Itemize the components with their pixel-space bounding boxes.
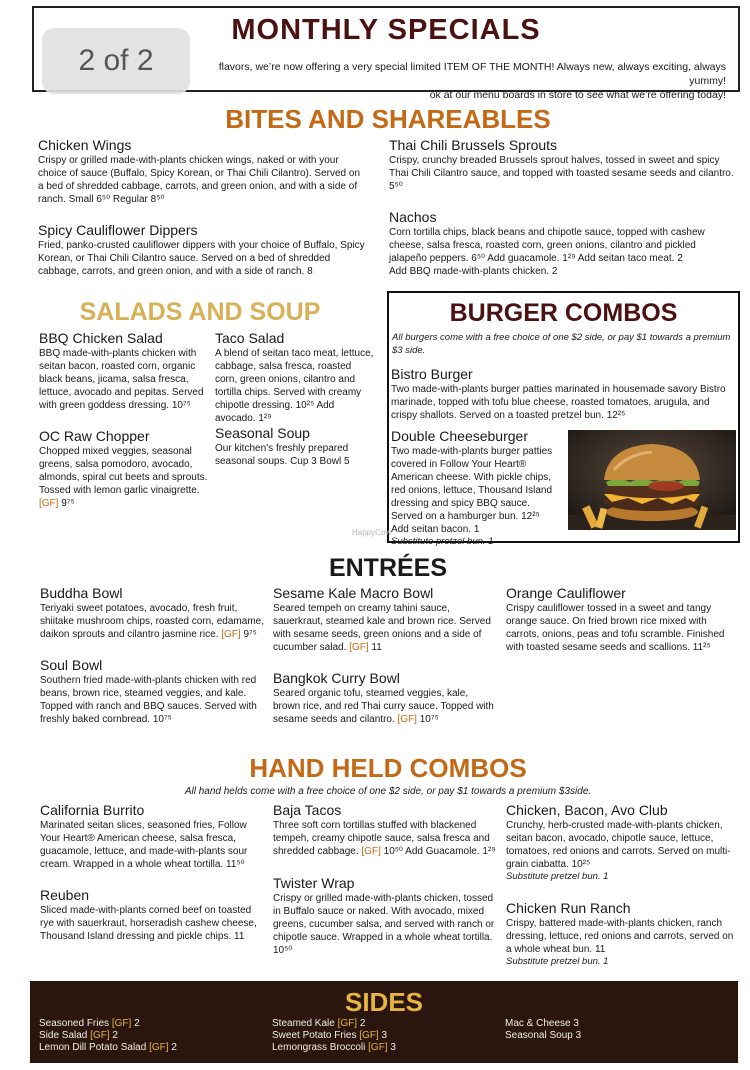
- item-desc: Crispy or grilled made-with-plants chicken, tossed in Buffalo sauce or naked. With avocado, mixed greens, cucumber salsa, and served with ranch or chipotle sauce. Wrapped in a whole wheat tortilla. 10⁵⁰: [273, 893, 495, 956]
- item-price: 10²⁵: [295, 400, 315, 411]
- item-name: Chicken Wings: [38, 137, 132, 153]
- burger-combos-note: All burgers come with a free choice of one $2 side, or pay $1 towards a premium $3 side.: [392, 332, 731, 356]
- item-price: 9⁷⁵: [61, 498, 75, 509]
- side-item: Side Salad [GF] 2: [39, 1030, 118, 1041]
- menu-item-buddha-bowl: [40, 585, 265, 641]
- item-desc: BBQ made-with-plants chicken with seitan bacon, roasted corn, organic black beans, jicama, salsa fresca, lettuce, avocado and pepitas. Served with green goddess dressing. 10⁷⁵: [39, 348, 204, 411]
- menu-item-oc-raw-chopper: [39, 428, 209, 510]
- menu-item-reuben: [40, 887, 266, 943]
- item-price: Cup 3 Bowl 5: [290, 456, 350, 467]
- item-note: Substitute pretzel bun. 1: [391, 536, 494, 547]
- side-item: Steamed Kale [GF] 2: [272, 1018, 366, 1029]
- menu-item-orange-cauliflower: [506, 585, 736, 654]
- item-extra: Add seitan taco meat. 2: [577, 253, 683, 264]
- gf-badge: [GF]: [221, 629, 241, 640]
- watermark: HappyCow: [352, 528, 392, 537]
- item-name: Sesame Kale Macro Bowl: [273, 585, 434, 601]
- page-indicator: 2 of 2: [42, 28, 190, 94]
- item-note: Substitute pretzel bun. 1: [506, 956, 609, 967]
- item-desc: Crispy, battered made-with-plants chicken, ranch dressing, lettuce, red onions and carrots, served on a whole wheat bun. 11: [506, 918, 734, 955]
- item-price: Small 6⁵⁰ Regular 8⁵⁰: [68, 194, 165, 205]
- gf-badge: [GF]: [397, 714, 417, 725]
- item-desc: Our kitchen’s freshly prepared seasonal soups. Cup 3 Bowl 5: [215, 443, 350, 467]
- menu-item-california-burrito: [40, 802, 266, 871]
- side-item: Lemon Dill Potato Salad [GF] 2: [39, 1042, 177, 1053]
- item-name: OC Raw Chopper: [39, 428, 150, 444]
- item-desc: Fried, panko-crusted cauliflower dippers with your choice of Buffalo, Spicy Korean, or Thai Chili Cilantro sauce. Served on a bed of shredded cabbage, carrots, and green onion, and with a side of ranch. 8: [38, 240, 365, 277]
- item-price: 11⁵⁰: [226, 859, 245, 870]
- item-name: BBQ Chicken Salad: [39, 330, 163, 346]
- item-desc: Chopped mixed veggies, seasonal greens, salsa pomodoro, avocado, almonds, spiral cut beets and sprouts. Tossed with lemon garlic vinaigrette. [GF] 9⁷⁵: [39, 446, 208, 509]
- item-desc: Crispy cauliflower tossed in a sweet and tangy orange sauce. On fried brown rice mixed with carrots, onions, peas and tofu scramble. Finished with toasted sesame seeds and scallions. 11²⁵: [506, 603, 725, 653]
- item-desc: Sliced made-with-plants corned beef on toasted rye with sauerkraut, horseradish cashew cheese, Thousand Island dressing and pickle chips. 11: [40, 905, 257, 942]
- item-price: 11²⁵: [692, 642, 711, 653]
- menu-item-bistro-burger: [391, 366, 733, 422]
- item-name: California Burrito: [40, 802, 145, 818]
- gf-badge: [GF]: [349, 642, 369, 653]
- item-extra: Add Guacamole. 1²⁹: [405, 846, 496, 857]
- item-price: 10⁵⁰: [273, 945, 293, 956]
- item-price: 9⁷⁵: [243, 629, 257, 640]
- item-name: Taco Salad: [215, 330, 285, 346]
- item-name: Bangkok Curry Bowl: [273, 670, 400, 686]
- item-price: 10⁵⁰: [383, 846, 403, 857]
- gf-badge: [GF]: [39, 498, 59, 509]
- item-price: 11: [594, 944, 606, 955]
- item-price: 6⁵⁰: [471, 253, 486, 264]
- item-desc: Two made-with-plants burger patties marinated in housemade savory Bistro marinade, topped with tofu blue cheese, roasted tomatoes, arugula, and crispy shallots. Served on a toasted pretzel bun. 12²⁵: [391, 384, 726, 421]
- menu-item-nachos: [389, 209, 734, 278]
- side-item: Seasonal Soup 3: [505, 1030, 582, 1041]
- item-extra: Add avocado. 1²⁹: [215, 400, 335, 424]
- bites-title: BITES AND SHAREABLES: [225, 104, 551, 134]
- item-name: Twister Wrap: [273, 875, 355, 891]
- item-desc: Marinated seitan slices, seasoned fries, Follow Your Heart® American cheese, salsa fresca, guacamole, lettuce, and made-with-plants sour cream. Wrapped in a whole wheat tortilla. 11⁵⁰: [40, 820, 248, 870]
- item-desc: Seared tempeh on creamy tahini sauce, sauerkraut, steamed kale and brown rice. Served with sesame seeds, green onions and a side of cucumber salad. [GF] 11: [273, 603, 491, 653]
- monthly-specials-title: MONTHLY SPECIALS: [231, 14, 541, 46]
- item-desc: Three soft corn tortillas stuffed with blackened tempeh, creamy chipotle sauce, salsa fresca and shredded cabbage. [GF] 10⁵⁰ Add Guacamole. 1²⁹: [273, 820, 496, 857]
- item-desc: Southern fried made-with-plants chicken with red beans, brown rice, steamed veggies, and kale. Topped with ranch and BBQ sauces. Served with freshly baked cornbread. 10⁷⁵: [40, 675, 257, 725]
- item-name: Double Cheeseburger: [391, 428, 528, 444]
- menu-item-baja-tacos: [273, 802, 499, 858]
- item-name: Seasonal Soup: [215, 425, 310, 441]
- item-price: 11: [371, 642, 382, 653]
- item-desc: A blend of seitan taco meat, lettuce, cabbage, salsa fresca, roasted corn, green onions, cilantro and tortilla chips. Served with creamy chipotle dressing. 10²⁵ Add avocado. 1²⁹: [215, 348, 374, 424]
- side-item: Sweet Potato Fries [GF] 3: [272, 1030, 388, 1041]
- menu-item-sesame-kale-macro-bowl: [273, 585, 498, 654]
- menu-item-spicy-cauliflower-dippers: [38, 222, 368, 278]
- burger-combos-title: BURGER COMBOS: [449, 299, 678, 327]
- menu-item-seasonal-soup: [215, 425, 375, 468]
- item-desc: Crispy, crunchy breaded Brussels sprout halves, tossed in sweet and spicy Thai Chili Cilantro sauce, and topped with toasted sesame seeds and cilantro. 5⁵⁰: [389, 155, 734, 192]
- hand-held-note: All hand helds come with a free choice of one $2 side, or pay $1 towards a premium $3side.: [184, 786, 592, 797]
- menu-item-bbq-chicken-salad: [39, 330, 209, 412]
- item-desc: Seared organic tofu, steamed veggies, kale, brown rice, and red Thai curry sauce. Topped with sesame seeds and cilantro. [GF] 10⁷⁵: [273, 688, 494, 725]
- sides-title: SIDES: [344, 987, 424, 1017]
- side-item: Lemongrass Broccoli [GF] 3: [272, 1042, 396, 1053]
- menu-item-chicken-run-ranch: [506, 900, 736, 968]
- item-price: 10⁷⁵: [419, 714, 439, 725]
- salads-title: SALADS AND SOUP: [79, 298, 321, 326]
- item-extra: Add seitan bacon. 1: [391, 524, 480, 535]
- monthly-specials-text: [192, 60, 726, 102]
- item-extra: Add BBQ made-with-plants chicken. 2: [389, 266, 558, 277]
- item-note: Substitute pretzel bun. 1: [506, 871, 609, 882]
- sides-column-3: [505, 1018, 581, 1042]
- menu-item-twister-wrap: [273, 875, 499, 957]
- item-name: Chicken Run Ranch: [506, 900, 631, 916]
- hand-held-title: HAND HELD COMBOS: [249, 753, 527, 783]
- menu-item-chicken-bacon-avo-club: [506, 802, 736, 883]
- item-desc: Crispy or grilled made-with-plants chicken wings, naked or with your choice of sauce (Buffalo, Spicy Korean, or Thai Chili Cilantro). Served on a bed of shredded cabbage, carrots, and green onion, and with a side of ranch. Small 6⁵⁰ Regular 8⁵⁰: [38, 155, 361, 205]
- menu-item-thai-chili-brussels-sprouts: [389, 137, 734, 193]
- item-price: 5⁵⁰: [389, 181, 403, 192]
- monthly-line-1: flavors, we’re now offering a very special limited ITEM OF THE MONTH! Always new, always exciting, always yummy!: [218, 61, 726, 87]
- item-desc: Teriyaki sweet potatoes, avocado, fresh fruit, shiitake mushroom chips, roasted corn, edamame, daikon sprouts and cilantro jasmine rice. [GF] 9⁷⁵: [40, 603, 264, 640]
- sides-column-1: [39, 1018, 177, 1054]
- item-name: Buddha Bowl: [40, 585, 123, 601]
- item-price: 8: [307, 266, 313, 277]
- item-name: Bistro Burger: [391, 366, 473, 382]
- item-price: 10⁷⁵: [171, 400, 191, 411]
- sides-column-2: [272, 1018, 396, 1054]
- item-name: Reuben: [40, 887, 90, 903]
- menu-item-double-cheeseburger: [391, 428, 563, 548]
- item-desc: Crunchy, herb-crusted made-with-plants chicken, seitan bacon, avocado, chipotle sauce, lettuce, tomatoes, red onions and carrots. Served on multi-grain ciabatta. 10²⁵: [506, 820, 731, 870]
- item-name: Soul Bowl: [40, 657, 103, 673]
- item-price: 12²⁵: [521, 511, 540, 522]
- side-item: Seasoned Fries [GF] 2: [39, 1018, 140, 1029]
- item-extra: Add guacamole. 1²⁹: [487, 253, 576, 264]
- item-name: Nachos: [389, 209, 437, 225]
- sides-panel: [30, 981, 738, 1063]
- item-price: 12²⁵: [606, 410, 626, 421]
- cheeseburger-photo: [568, 430, 736, 530]
- entrees-title: ENTRÉES: [328, 554, 448, 582]
- item-name: Thai Chili Brussels Sprouts: [389, 137, 558, 153]
- item-name: Chicken, Bacon, Avo Club: [506, 802, 668, 818]
- item-name: Spicy Cauliflower Dippers: [38, 222, 198, 238]
- side-item: Mac & Cheese 3: [505, 1018, 579, 1029]
- menu-item-soul-bowl: [40, 657, 268, 726]
- monthly-line-2: ok at our menu boards in store to see what we’re offering today!: [429, 89, 726, 101]
- menu-item-taco-salad: [215, 330, 375, 425]
- item-desc: Two made-with-plants burger patties covered in Follow Your Heart® American cheese. With pickle chips, red onions, lettuce, Thousand Island dressing and spicy BBQ sauce. Served on a hamburger bun. 12²⁵ Add seitan bacon. 1: [391, 446, 553, 535]
- item-name: Orange Cauliflower: [506, 585, 626, 601]
- item-desc: Corn tortilla chips, black beans and chipotle sauce, topped with cashew cheese, salsa fresca, roasted corn, green onions, cilantro and pickled jalapeño peppers. 6⁵⁰ Add guacamole. 1²⁹ Add seitan taco meat. 2 Add BBQ made-with-plants chicken. 2: [389, 227, 705, 277]
- item-price: 10⁷⁵: [152, 714, 172, 725]
- item-name: Baja Tacos: [273, 802, 342, 818]
- gf-badge: [GF]: [361, 846, 381, 857]
- item-price: 10²⁵: [571, 859, 591, 870]
- menu-item-chicken-wings: [38, 137, 368, 206]
- item-price: 11: [234, 931, 245, 942]
- menu-item-bangkok-curry-bowl: [273, 670, 498, 726]
